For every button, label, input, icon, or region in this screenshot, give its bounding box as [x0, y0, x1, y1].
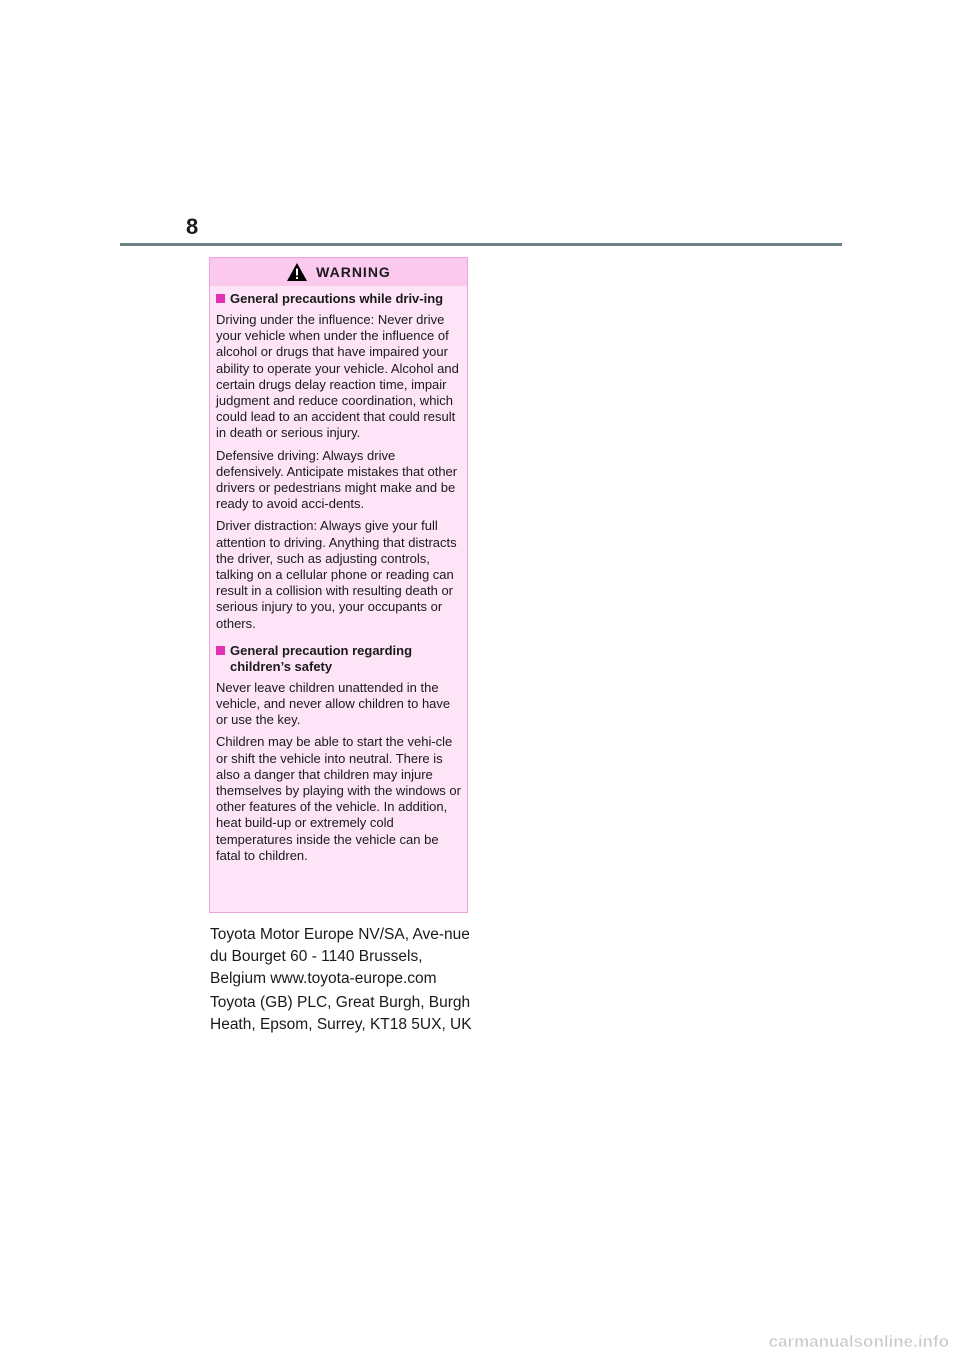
watermark-text: carmanualsonline.info	[768, 1332, 949, 1351]
paragraph-children-unattended: Never leave children unattended in the vehicle, and never allow children to have or use the key.	[216, 679, 451, 728]
warning-title: WARNING	[316, 264, 391, 280]
address-toyota-gb: Toyota (GB) PLC, Great Burgh, Burgh Heath, Epsom, Surrey, KT18 5UX, UK	[210, 994, 472, 1033]
warning-box	[209, 257, 468, 913]
warning-triangle-icon	[286, 262, 308, 282]
paragraph-children-danger: Children may be able to start the vehi-cle or shift the vehicle into neutral. There is also a danger that children may injure themselves by playing with the windows or other features of the vehicle. In addition, heat build-up or extremely cold temperatures inside the vehicle can be fatal to children.	[216, 734, 461, 863]
warning-body	[210, 286, 467, 864]
warning-header	[210, 258, 467, 286]
section-heading-driving	[216, 291, 461, 307]
paragraph-driving-influence: Driving under the influence: Never drive your vehicle when under the influence of alcohol or drugs that have impaired your ability to operate your vehicle. Alcohol and certain drugs delay reaction time, impair judgment and reduce coordination, which could lead to an accident that could result in death or serious injury.	[216, 312, 459, 441]
paragraph-defensive-driving: Defensive driving: Always drive defensively. Anticipate mistakes that other drivers or pedestrians might make and be ready to avoid acci-dents.	[216, 447, 458, 512]
paragraph-driver-distraction: Driver distraction: Always give your full attention to driving. Anything that distracts the driver, such as adjusting controls, talking on a cellular phone or reading can result in a collision with resulting death or serious injury to you, your occupants or others.	[216, 518, 457, 631]
section-heading-children	[216, 643, 461, 675]
header-rule	[120, 243, 842, 246]
page-number: 8	[186, 214, 199, 239]
watermark-logo	[715, 1330, 950, 1352]
square-bullet-icon	[216, 646, 225, 655]
square-bullet-icon	[216, 294, 225, 303]
section-heading-text: General precautions while driv-ing	[230, 291, 444, 306]
section-heading-text: General precaution regarding children’s safety	[230, 642, 413, 674]
address-toyota-europe: Toyota Motor Europe NV/SA, Ave-nue du Bourget 60 - 1140 Brussels, Belgium www.toyota-europe.com	[210, 926, 470, 987]
